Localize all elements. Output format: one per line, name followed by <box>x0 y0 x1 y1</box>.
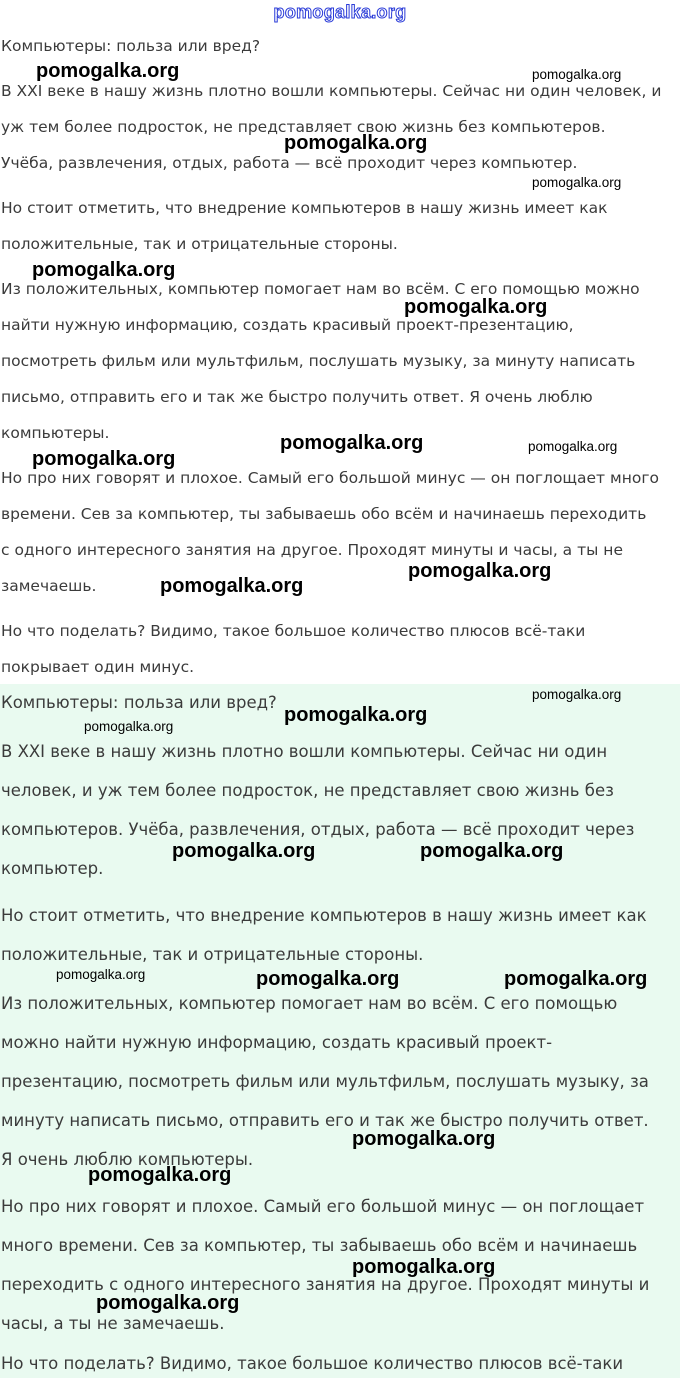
site-header-text[interactable]: pomogalka.org <box>273 2 407 22</box>
text-line: посмотреть фильм или мультфильм, послушать музыку, за минуту написать <box>1 352 636 370</box>
text-line: замечаешь. <box>1 577 97 595</box>
text-line: письмо, отправить его и так же быстро получить ответ. Я очень люблю <box>1 388 593 406</box>
text-line: найти нужную информацию, создать красивый проект-презентацию, <box>1 316 574 334</box>
text-line: положительные, так и отрицательные стороны. <box>1 235 398 253</box>
text-line: В XXI веке в нашу жизнь плотно вошли компьютеры. Сейчас ни один человек, и <box>1 82 662 100</box>
text-line: компьютеры. <box>1 424 110 442</box>
essay-title: Компьютеры: польза или вред? <box>1 693 277 712</box>
essay-text-version-1 <box>0 30 680 684</box>
watermark: pomogalka.org <box>528 439 618 454</box>
essay-text-version-2 <box>0 684 680 1378</box>
text-line: покрывает один минус. <box>1 658 195 676</box>
watermark: pomogalka.org <box>280 432 424 454</box>
text-line: положительные, так и отрицательные стороны. <box>1 945 424 964</box>
watermark: pomogalka.org <box>284 132 428 154</box>
watermark: pomogalka.org <box>532 687 622 702</box>
text-line: компьютеров. Учёба, развлечения, отдых, работа — всё проходит через <box>1 820 635 839</box>
text-line: часы, а ты не замечаешь. <box>1 1314 225 1333</box>
watermark: pomogalka.org <box>172 840 316 862</box>
watermark: pomogalka.org <box>32 448 176 470</box>
text-line: Но про них говорят и плохое. Самый его большой минус — он поглощает много <box>1 469 659 487</box>
watermark: pomogalka.org <box>96 1292 240 1314</box>
text-line: можно найти нужную информацию, создать красивый проект- <box>1 1033 553 1052</box>
watermark: pomogalka.org <box>88 1164 232 1186</box>
essay-title: Компьютеры: польза или вред? <box>1 37 261 55</box>
watermark: pomogalka.org <box>352 1128 496 1150</box>
text-line: Учёба, развлечения, отдых, работа — всё проходит через компьютер. <box>1 154 578 172</box>
watermark: pomogalka.org <box>284 704 428 726</box>
text-line: презентацию, посмотреть фильм или мультфильм, послушать музыку, за <box>1 1072 649 1091</box>
text-line: компьютер. <box>1 859 104 878</box>
text-line: времени. Сев за компьютер, ты забываешь обо всём и начинаешь переходить <box>1 505 647 523</box>
text-line: Из положительных, компьютер помогает нам во всём. С его помощью можно <box>1 280 640 298</box>
watermark: pomogalka.org <box>160 575 304 597</box>
text-line: Я очень люблю компьютеры. <box>1 1150 254 1169</box>
text-line: человек, и уж тем более подросток, не представляет свою жизнь без <box>1 781 614 800</box>
watermark: pomogalka.org <box>84 719 174 734</box>
watermark: pomogalka.org <box>408 560 552 582</box>
watermark: pomogalka.org <box>56 967 146 982</box>
text-line: Но стоит отметить, что внедрение компьютеров в нашу жизнь имеет как <box>1 199 608 217</box>
text-line: много времени. Сев за компьютер, ты забываешь обо всём и начинаешь <box>1 1236 638 1255</box>
text-line: минуту написать письмо, отправить его и так же быстро получить ответ. <box>1 1111 649 1130</box>
site-header-logo[interactable] <box>0 0 680 26</box>
text-line: Но что поделать? Видимо, такое большое количество плюсов всё-таки <box>1 622 586 640</box>
text-line: Но стоит отметить, что внедрение компьютеров в нашу жизнь имеет как <box>1 906 647 925</box>
text-line: переходить с одного интересного занятия на другое. Проходят минуты и <box>1 1275 650 1294</box>
watermark: pomogalka.org <box>256 968 400 990</box>
watermark: pomogalka.org <box>504 968 648 990</box>
text-line: В XXI веке в нашу жизнь плотно вошли компьютеры. Сейчас ни один <box>1 742 608 761</box>
text-line: Из положительных, компьютер помогает нам во всём. С его помощью <box>1 994 618 1013</box>
watermark: pomogalka.org <box>532 67 622 82</box>
watermark: pomogalka.org <box>532 175 622 190</box>
text-line: с одного интересного занятия на другое. Проходят минуты и часы, а ты не <box>1 541 623 559</box>
watermark: pomogalka.org <box>420 840 564 862</box>
watermark: pomogalka.org <box>352 1256 496 1278</box>
text-line: Но про них говорят и плохое. Самый его большой минус — он поглощает <box>1 1197 645 1216</box>
watermark: pomogalka.org <box>36 60 180 82</box>
watermark: pomogalka.org <box>404 296 548 318</box>
text-line: уж тем более подросток, не представляет свою жизнь без компьютеров. <box>1 118 606 136</box>
text-line: Но что поделать? Видимо, такое большое количество плюсов всё-таки <box>1 1354 624 1373</box>
watermark: pomogalka.org <box>32 259 176 281</box>
